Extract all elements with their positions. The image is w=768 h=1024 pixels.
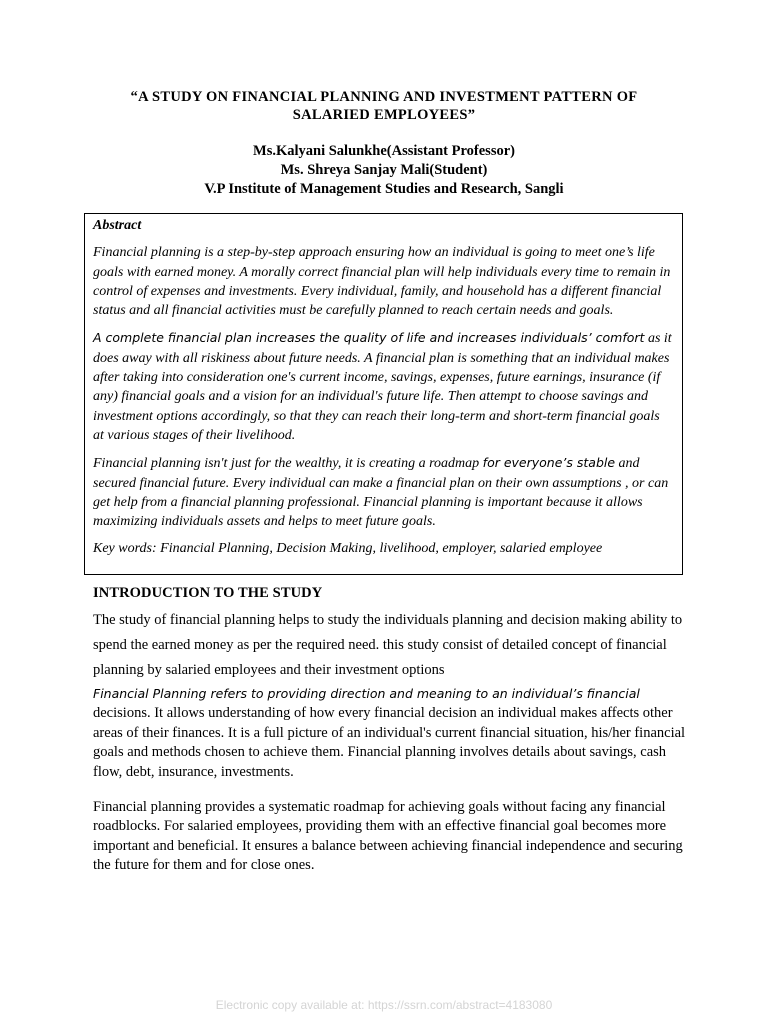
title-line-2: SALARIED EMPLOYEES” — [292, 107, 476, 123]
abstract-paragraph-2-lead: A complete financial plan increases the quality of life and increases individuals’ comfort — [93, 330, 645, 346]
abstract-keywords: Key words: Financial Planning, Decision Making, livelihood, employer, salaried employee — [93, 541, 603, 557]
abstract-paragraph-3-a: Financial planning isn't just for the wealthy, it is creating a roadmap — [93, 456, 483, 472]
intro-paragraph-1: The study of financial planning helps to study the individuals planning and decision making ability to spend the earned money as per the required need. this study consist of detailed concept of financial planning by salaried employees and their investment options — [93, 612, 683, 678]
abstract-paragraph-2 — [93, 328, 674, 445]
section-heading: INTRODUCTION TO THE STUDY — [93, 585, 323, 601]
author-2: Ms. Shreya Sanjay Mali(Student) — [280, 162, 488, 178]
ssrn-watermark-footer: Electronic copy available at: https://ssrn.com/abstract=4183080 — [215, 998, 553, 1012]
intro-paragraph-2 — [93, 684, 693, 782]
abstract-paragraph-1: Financial planning is a step-by-step approach ensuring how an individual is going to meet one’s life goals with earned money. A morally correct financial plan will help individuals every time to remain in control of expenses and investments. Every individual, family, and household has a different financial status and all financial activities must be carefully planned to reach certain needs and goals. — [93, 245, 671, 319]
paper-title — [60, 88, 708, 124]
abstract-paragraph-3-b: and secured financial future. Every individual can make a financial plan on their own assumptions , or can get help from a financial planning professional. Financial planning is important because it allows maximizing individuals assets and helps to meet future goals. — [93, 456, 669, 530]
intro-paragraph-2-alt: Financial Planning refers to providing direction and meaning to an individual’s financial — [93, 686, 640, 701]
abstract-paragraph-3-alt: for everyone’s stable — [482, 455, 616, 471]
author-block — [60, 142, 708, 199]
abstract-paragraph-3 — [93, 453, 674, 531]
intro-paragraph-3: Financial planning provides a systematic roadmap for achieving goals without facing any financial roadblocks. For salaried employees, providing them with an effective financial goal becomes more important and beneficial. It ensures a balance between achieving financial independence and securing the future for them and for close ones. — [93, 799, 683, 874]
abstract-box — [84, 213, 683, 575]
intro-paragraph-2-rest: decisions. It allows understanding of how every financial decision an individual makes affects other areas of their finances. It is a full picture of an individual's current financial situation, his/her financial goals and methods chosen to achieve them. Financial planning involves details about savings, cash flow, debt, insurance, investments. — [93, 705, 686, 780]
affiliation: V.P Institute of Management Studies and Research, Sangli — [204, 181, 564, 197]
abstract-paragraph-2-rest: as it does away with all riskiness about future needs. A financial plan is something that an individual makes after taking into consideration one's current income, savings, expenses, future earnings, insurance (if any) financial goals and a vision for an individual's future life. Then attempt to choose savings and investment options accordingly, so that they can reach their long-term and short-term financial goals at various stages of their livelihood. — [93, 331, 672, 443]
title-line-1: “A STUDY ON FINANCIAL PLANNING AND INVESTMENT PATTERN OF — [130, 89, 638, 105]
abstract-heading: Abstract — [93, 218, 142, 233]
author-1: Ms.Kalyani Salunkhe(Assistant Professor) — [253, 143, 515, 159]
